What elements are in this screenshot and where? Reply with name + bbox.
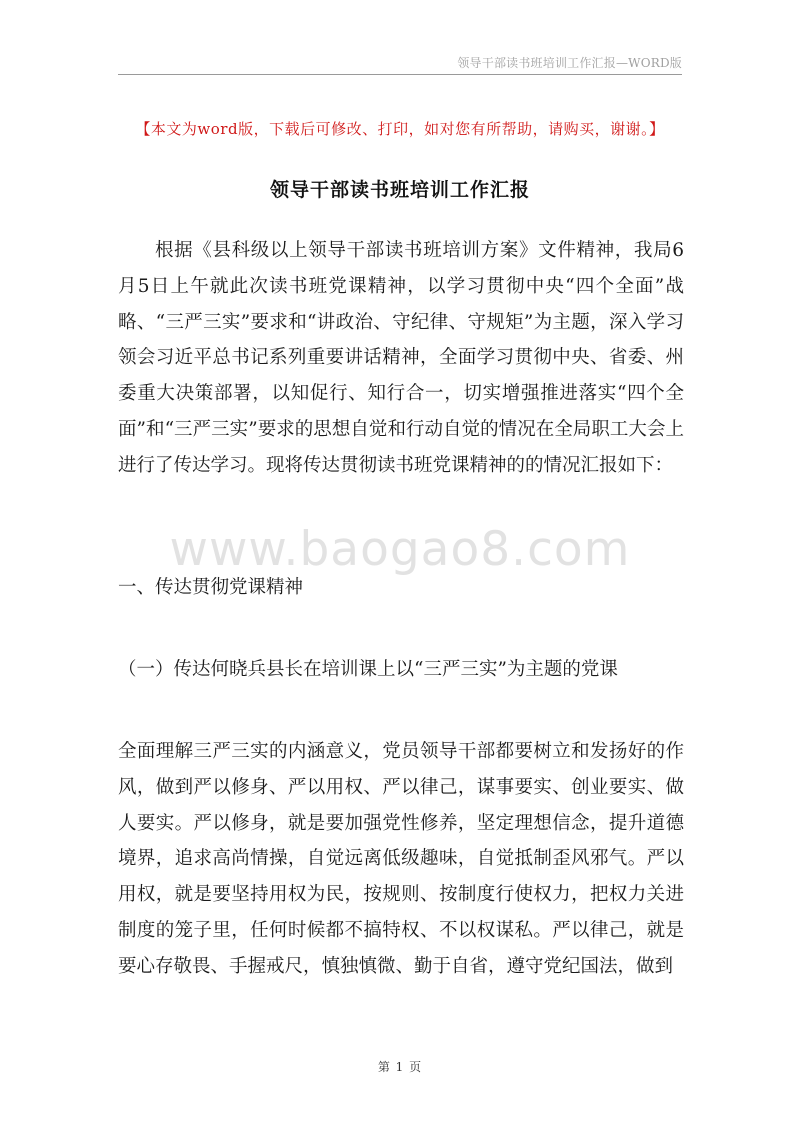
section-heading: 一、传达贯彻党课精神 [118, 577, 304, 598]
download-notice: 【本文为word版，下载后可修改、打印，如对您有所帮助，请购买，谢谢。】 [135, 120, 665, 138]
running-header: 领导干部读书班培训工作汇报—WORD版 [457, 56, 682, 70]
subsection-heading: （一）传达何晓兵县长在培训课上以“三严三实”为主题的党课 [118, 659, 618, 680]
intro-paragraph: 根据《县科级以上领导干部读书班培训方案》文件精神，我局6月5日上午就此次读书班党课精神，以学习贯彻中央“四个全面”战略、“三严三实”要求和“讲政治、守纪律、守规矩”为主题，深入学习领会习近平总书记系列重要讲话精神，全面学习贯彻中央、省委、州委重大决策部署，以知促行、知行合一，切实增强推进落实“四个全面”和“三严三实”要求的思想自觉和行动自觉的情况在全局职工大会上进行了传达学习。现将传达贯彻读书班党课精神的的情况汇报如下： [118, 240, 684, 476]
header-divider [118, 74, 682, 75]
page-number: 第 1 页 [377, 1060, 423, 1074]
body-paragraph: 全面理解三严三实的内涵意义，党员领导干部都要树立和发扬好的作风，做到严以修身、严以用权、严以律己，谋事要实、创业要实、做人要实。严以修身，就是要加强党性修养，坚定理想信念，提升道德境界，追求高尚情操，自觉远离低级趣味，自觉抵制歪风邪气。严以用权，就是要坚持用权为民，按规则、按制度行使权力，把权力关进制度的笼子里，任何时候都不搞特权、不以权谋私。严以律己，就是要心存敬畏、手握戒尺，慎独慎微、勤于自省，遵守党纪国法，做到 [118, 741, 684, 977]
watermark: www.baogao8.com [169, 522, 631, 577]
document-title: 领导干部读书班培训工作汇报 [269, 179, 530, 201]
